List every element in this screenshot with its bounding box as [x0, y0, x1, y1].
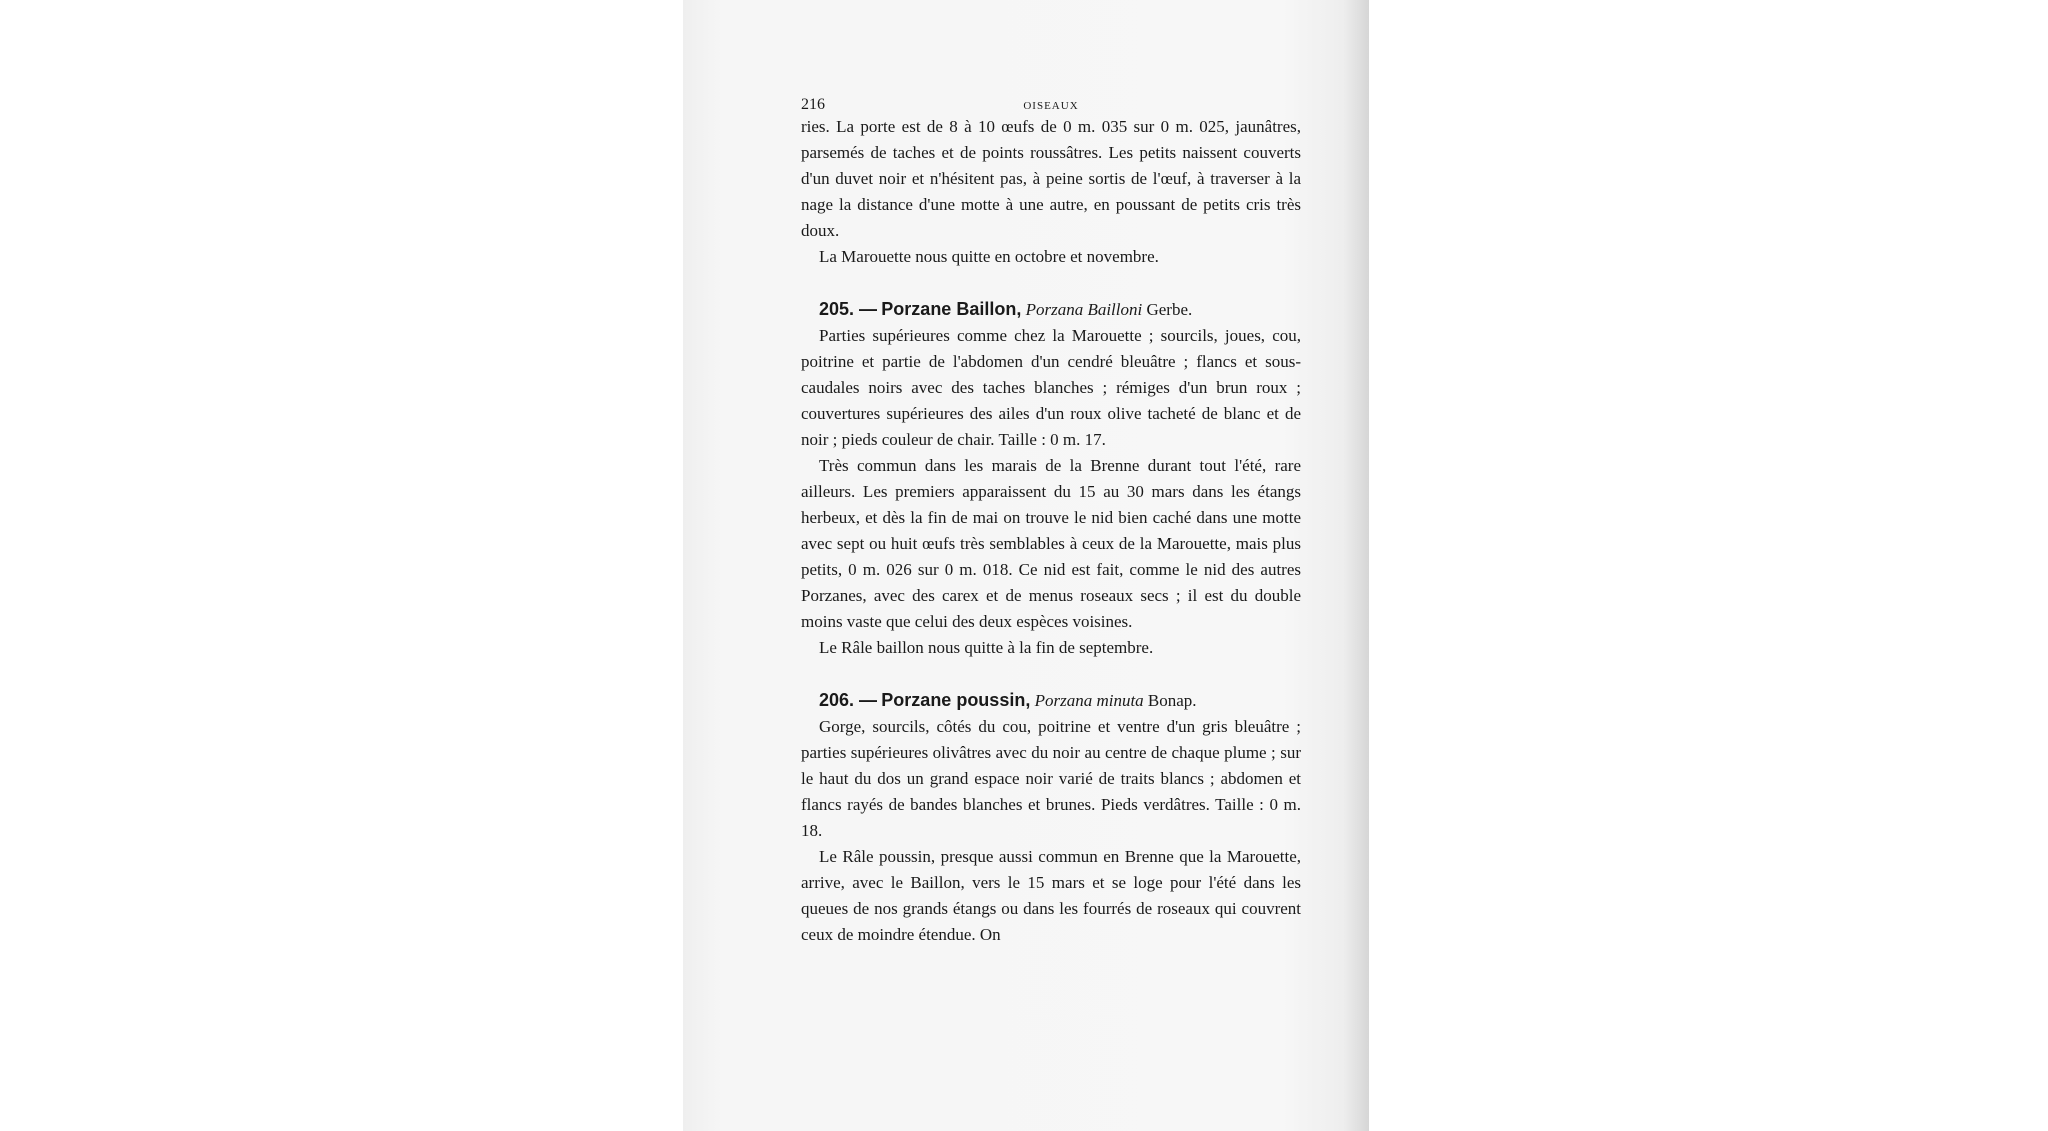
- section-heading-205: [801, 296, 1301, 323]
- paragraph-206-habitat: Le Râle poussin, presque aussi commun en Brenne que la Marouette, arrive, avec le Baillon, vers le 15 mars et se loge pour l'été dans les queues de nos grands étangs ou dans les fourrés de roseaux qui couvrent ceux de moindre étendue. On: [801, 847, 1301, 944]
- species-number: 205. —: [819, 299, 878, 319]
- species-number: 206. —: [819, 690, 878, 710]
- species-author: Gerbe.: [1146, 300, 1193, 319]
- page-header: [801, 92, 1301, 114]
- paragraph-206-description: Gorge, sourcils, côtés du cou, poitrine et ventre d'un gris bleuâtre ; parties supérieures olivâtres avec du noir au centre de chaque plume ; sur le haut du dos un grand espace noir varié de traits blancs ; abdomen et flancs rayés de bandes blanches et brunes. Pieds verdâtres. Taille : 0 m. 18.: [801, 717, 1301, 840]
- paragraph-205-description: Parties supérieures comme chez la Marouette ; sourcils, joues, cou, poitrine et partie de l'abdomen d'un cendré bleuâtre ; flancs et sous-caudales noirs avec des taches blanches ; rémiges d'un brun roux ; couvertures supérieures des ailes d'un roux olive tacheté de blanc et de noir ; pieds couleur de chair. Taille : 0 m. 17.: [801, 326, 1301, 449]
- section-heading-206: [801, 687, 1301, 714]
- paragraph-intro-1: ries. La porte est de 8 à 10 œufs de 0 m. 035 sur 0 m. 025, jaunâtres, parsemés de taches et de points roussâtres. Les petits naissent couverts d'un duvet noir et n'hésitent pas, à peine sortis de l'œuf, à traverser à la nage la distance d'une motte à une autre, en poussant de petits cris très doux.: [801, 117, 1301, 240]
- paragraph-205-habitat: Très commun dans les marais de la Brenne durant tout l'été, rare ailleurs. Les premiers apparaissent du 15 au 30 mars dans les étangs herbeux, et dès la fin de mai on trouve le nid bien caché dans une motte avec sept ou huit œufs très semblables à ceux de la Marouette, mais plus petits, 0 m. 026 sur 0 m. 018. Ce nid est fait, comme le nid des autres Porzanes, avec des carex et de menus roseaux secs ; il est du double moins vaste que celui des deux espèces voisines.: [801, 456, 1301, 631]
- species-name: Porzane poussin,: [881, 690, 1031, 710]
- page-content: [801, 92, 1301, 948]
- species-author: Bonap.: [1147, 691, 1197, 710]
- paragraph-intro-2: La Marouette nous quitte en octobre et novembre.: [819, 247, 1159, 266]
- species-latin-name: Porzana minuta: [1034, 691, 1144, 710]
- page-number: 216: [801, 96, 825, 113]
- species-name: Porzane Baillon,: [881, 299, 1022, 319]
- paragraph-205-departure: Le Râle baillon nous quitte à la fin de septembre.: [819, 638, 1154, 657]
- running-head: OISEAUX: [1023, 100, 1079, 112]
- book-page: [683, 0, 1369, 1131]
- species-latin-name: Porzana Bailloni: [1025, 300, 1143, 319]
